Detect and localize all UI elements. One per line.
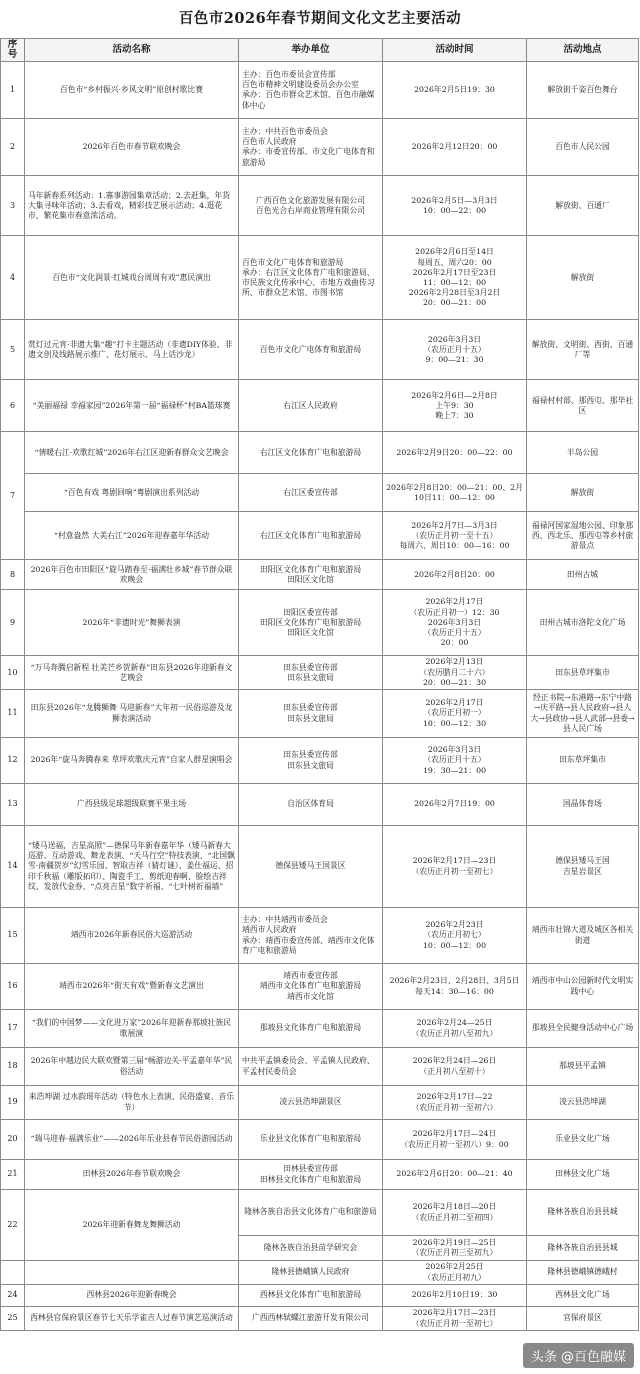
header-activity-name: 活动名称 xyxy=(25,39,239,62)
cell-activity-name: 来浩坤湖 过水韵瑶年活动（特色水上表演、民俗盛宴、音乐节） xyxy=(25,1086,239,1120)
table-row xyxy=(1,176,639,236)
table-row xyxy=(1,908,639,964)
table-row xyxy=(1,1190,639,1236)
cell-time: 2026年3月3日 （农历正月十五） 19：30—21：00 xyxy=(383,738,527,784)
cell-location: 国晶体育场 xyxy=(527,784,639,826)
cell-organizer: 靖西市委宣传部 靖西市文化体育广电和旅游局 靖西市文化馆 xyxy=(239,964,383,1010)
cell-time: 2026年2月8日20：00 xyxy=(383,560,527,590)
cell-time: 2026年2月7日19：00 xyxy=(383,784,527,826)
cell-activity-name: 靖西市2026年“街天有戏”暨新春文艺演出 xyxy=(25,964,239,1010)
cell-location: 隆林县德峨镇德峨村 xyxy=(527,1261,639,1285)
cell-organizer: 主办：中共靖西市委员会 靖西市人民政府 承办：靖西市委宣传部、靖西市文化体育广电和旅游局 xyxy=(239,908,383,964)
page-title: 百色市2026年春节期间文化文艺主要活动 xyxy=(178,10,462,27)
header-location: 活动地点 xyxy=(527,39,639,62)
table-row xyxy=(1,1285,639,1307)
cell-location: 隆林各族自治县县城 xyxy=(527,1236,639,1261)
table-row xyxy=(1,236,639,320)
cell-activity-name: “百色有戏 粤剧回响”粤剧演出系列活动 xyxy=(25,474,239,512)
table-row xyxy=(1,1048,639,1086)
cell-time: 2026年2月8日20：00—21：00、2月10日11：00—12：00 xyxy=(383,474,527,512)
cell-time: 2026年2月6日至14日 每周五、周六20：00 2026年2月17日至23日 11：00—12：00 2026年2月28日至3月2日 20：00—21：00 xyxy=(383,236,527,320)
cell-organizer: 自治区体育局 xyxy=(239,784,383,826)
cell-index: 8 xyxy=(1,560,25,590)
cell-index: 11 xyxy=(1,690,25,738)
cell-time: 2026年3月3日 （农历正月十五） 9：00—21：30 xyxy=(383,320,527,380)
cell-index: 10 xyxy=(1,656,25,690)
cell-location: 凌云县浩坤湖 xyxy=(527,1086,639,1120)
table-row xyxy=(1,62,639,119)
table-row xyxy=(1,964,639,1010)
cell-index: 2 xyxy=(1,119,25,176)
table-row xyxy=(1,432,639,474)
cell-location: 乐业县文化广场 xyxy=(527,1120,639,1160)
table-row xyxy=(1,1307,639,1331)
cell-activity-name: 2026年“旋马奔腾春来 草坪欢歌庆元宵”自家人群星演唱会 xyxy=(25,738,239,784)
cell-index: 17 xyxy=(1,1010,25,1048)
cell-activity-name: 广西县级足球超级联赛平果主场 xyxy=(25,784,239,826)
cell-index: 20 xyxy=(1,1120,25,1160)
cell-organizer: 右江区人民政府 xyxy=(239,380,383,432)
cell-location: 解放街、文明街、西街、百通厂等 xyxy=(527,320,639,380)
cell-organizer: 田东县委宣传部 田东县文旅局 xyxy=(239,690,383,738)
cell-organizer: 百色市文化广电体育和旅游局 xyxy=(239,320,383,380)
cell-index: 1 xyxy=(1,62,25,119)
cell-organizer: 隆林县德峨镇人民政府 xyxy=(239,1261,383,1285)
table-row xyxy=(1,1010,639,1048)
cell-activity-name: 2026年百色市春节联欢晚会 xyxy=(25,119,239,176)
cell-index: 6 xyxy=(1,380,25,432)
cell-time: 2026年2月17日 （农历正月初一） 10：00—12：30 xyxy=(383,690,527,738)
cell-time: 2026年2月5日—3月3日 10：00—22：00 xyxy=(383,176,527,236)
table-row xyxy=(1,512,639,560)
cell-time: 2026年2月17日—24日 （农历正月初一至初八）9：00 xyxy=(383,1120,527,1160)
cell-index: 25 xyxy=(1,1307,25,1331)
cell-index: 13 xyxy=(1,784,25,826)
cell-activity-name: 2026年迎新春舞龙舞狮活动 xyxy=(25,1190,239,1261)
table-row xyxy=(1,560,639,590)
cell-time: 2026年2月23日、2月28日、3月5日每天14：30—16：00 xyxy=(383,964,527,1010)
cell-organizer: 主办：中共百色市委员会 百色市人民政府 承办：市委宣传部、市文化广电体育和旅游局 xyxy=(239,119,383,176)
cell-activity-name: 田东县2026年“龙腾狮舞 马迎新春”大年初一民俗巡游及龙狮表演活动 xyxy=(25,690,239,738)
cell-activity-name: 靖西市2026年新春民俗大巡游活动 xyxy=(25,908,239,964)
cell-organizer: 右江区文化体育广电和旅游局 xyxy=(239,432,383,474)
cell-organizer: 右江区文化体育广电和旅游局 xyxy=(239,512,383,560)
cell-index: 16 xyxy=(1,964,25,1010)
cell-activity-name: “我们的中国梦——文化进万家”2026年迎新春那坡壮族民歌展演 xyxy=(25,1010,239,1048)
cell-index: 5 xyxy=(1,320,25,380)
table-row xyxy=(1,590,639,656)
cell-location: 福禄河国家湿地公园、印象那西、西北乐、那西屯等乡村旅游景点 xyxy=(527,512,639,560)
cell-time: 2026年2月9日20：00—22：00 xyxy=(383,432,527,474)
cell-organizer: 德保县矮马王国景区 xyxy=(239,826,383,908)
table-row xyxy=(1,738,639,784)
cell-location: 德保县矮马王国 吉星岩景区 xyxy=(527,826,639,908)
cell-time: 2026年2月17日—23日 （农历正月初一至初七） xyxy=(383,1307,527,1331)
cell-index: 15 xyxy=(1,908,25,964)
cell-time: 2026年2月25日 （农历正月初九） xyxy=(383,1261,527,1285)
cell-location: 田东草坪集市 xyxy=(527,738,639,784)
cell-time: 2026年2月7日—3月3日 （农历正月初一至十五） 每周六、周日10：00—16：00 xyxy=(383,512,527,560)
cell-time: 2026年2月10日19：30 xyxy=(383,1285,527,1307)
cell-time: 2026年2月23日 （农历正月初七） 10：00—12：00 xyxy=(383,908,527,964)
cell-activity-name: “美丽福禄 幸福家园”2026年第一届“福禄杯”村BA篮球赛 xyxy=(25,380,239,432)
table-row xyxy=(1,784,639,826)
cell-organizer: 右江区委宣传部 xyxy=(239,474,383,512)
cell-index: 22 xyxy=(1,1190,25,1261)
cell-organizer: 田东县委宣传部 田东县文旅局 xyxy=(239,656,383,690)
cell-location: 田林县文化广场 xyxy=(527,1160,639,1190)
cell-organizer: 隆林各族自治县苗学研究会 xyxy=(239,1236,383,1261)
cell-activity-name: 赏灯过元宵·非遗大集“趣”打卡主题活动（非遗DIY体验、非遗文创及线路展示推广、花灯展示、马上话沙龙） xyxy=(25,320,239,380)
cell-location: 百色市人民公园 xyxy=(527,119,639,176)
cell-organizer: 凌云县浩坤湖景区 xyxy=(239,1086,383,1120)
cell-index: 19 xyxy=(1,1086,25,1120)
cell-organizer: 广西百色文化旅游发展有限公司 百色光合右岸商业管理有限公司 xyxy=(239,176,383,236)
header-organizer: 举办单位 xyxy=(239,39,383,62)
table-header-row xyxy=(1,39,639,62)
cell-activity-name: 百色市“乡村振兴·乡风文明”原创村歌比赛 xyxy=(25,62,239,119)
cell-organizer: 西林县文化体育广电和旅游局 xyxy=(239,1285,383,1307)
cell-index: 18 xyxy=(1,1048,25,1086)
cell-location: 那坡县平孟镇 xyxy=(527,1048,639,1086)
cell-activity-name xyxy=(25,1261,239,1285)
cell-location: 半岛公园 xyxy=(527,432,639,474)
cell-time: 2026年2月17日—23日 （农历正月初一至初七） xyxy=(383,826,527,908)
header-time: 活动时间 xyxy=(383,39,527,62)
cell-activity-name: “情暖右江·欢歌红城”2026年右江区迎新春群众文艺晚会 xyxy=(25,432,239,474)
cell-index: 24 xyxy=(1,1285,25,1307)
cell-location: 福禄村村部、那西屯、那毕社区 xyxy=(527,380,639,432)
cell-index xyxy=(1,1261,25,1285)
watermark: 头条 @百色融媒 xyxy=(523,1343,634,1368)
cell-time: 2026年2月19日—25日 （农历正月初三至初九） xyxy=(383,1236,527,1261)
cell-time: 2026年2月5日19：30 xyxy=(383,62,527,119)
cell-location: 田东县草坪集市 xyxy=(527,656,639,690)
cell-location: 田州古城市洛陀文化广场 xyxy=(527,590,639,656)
table-row xyxy=(1,1160,639,1190)
cell-index: 4 xyxy=(1,236,25,320)
cell-location: 解放街千姿百色舞台 xyxy=(527,62,639,119)
header-index: 序号 xyxy=(1,39,25,62)
cell-organizer: 隆林各族自治县文化体育广电和旅游局 xyxy=(239,1190,383,1236)
cell-location: 靖西市中山公园新时代文明实践中心 xyxy=(527,964,639,1010)
cell-organizer: 田阳区委宣传部 田阳区文化体育广电和旅游局 田阳区文化馆 xyxy=(239,590,383,656)
cell-location: 解放街、百通厂 xyxy=(527,176,639,236)
activity-table xyxy=(0,38,639,1331)
cell-location: 解放街 xyxy=(527,236,639,320)
cell-time: 2026年2月17日 （农历正月初一）12：30 2026年3月3日 （农历正月十五） 20：00 xyxy=(383,590,527,656)
table-row xyxy=(1,690,639,738)
table-row xyxy=(1,1086,639,1120)
cell-index: 14 xyxy=(1,826,25,908)
table-row xyxy=(1,380,639,432)
cell-time: 2026年2月24日—26日 （正月初八至初十） xyxy=(383,1048,527,1086)
cell-index: 7 xyxy=(1,432,25,560)
cell-location: 靖西市壮锦大道及城区各相关街道 xyxy=(527,908,639,964)
cell-activity-name: “万马奔腾启新程 壮美芒乡贺新春”田东县2026年迎新春文艺晚会 xyxy=(25,656,239,690)
cell-activity-name: 马年新春系列活动：1.寡事游园集章活动；2.去赶集，年货大集寻味年活动；3.去看戏，精彩技艺展示活动；4.逛花市，繁花集市春意浓活动。 xyxy=(25,176,239,236)
cell-activity-name: 田林县2026年春节联欢晚会 xyxy=(25,1160,239,1190)
cell-organizer: 广西西林轼螺江旅游开发有限公司 xyxy=(239,1307,383,1331)
cell-location: 那坡县全民健身活动中心广场 xyxy=(527,1010,639,1048)
cell-index: 9 xyxy=(1,590,25,656)
cell-time: 2026年2月6日20：00—21：40 xyxy=(383,1160,527,1190)
cell-time: 2026年2月13日 （农历腊月二十六） 20：00—21：30 xyxy=(383,656,527,690)
cell-activity-name: “村意盎然 大美右江”2026年迎春嘉年华活动 xyxy=(25,512,239,560)
cell-location: 西林县文化广场 xyxy=(527,1285,639,1307)
table-row xyxy=(1,656,639,690)
cell-time: 2026年2月6日—2月8日 上午9：30 晚上7：30 xyxy=(383,380,527,432)
cell-organizer: 田林县委宣传部 田林县文化体育广电和旅游局 xyxy=(239,1160,383,1190)
cell-time: 2026年2月24—25日 （农历正月初八至初九） xyxy=(383,1010,527,1048)
cell-activity-name: 2026年百色市田阳区“旋马踏春至·福满壮乡城”春节群众联欢晚会 xyxy=(25,560,239,590)
cell-activity-name: 西林县官保府景区春节七天乐学雀吉人过春节演艺巡演活动 xyxy=(25,1307,239,1331)
table-row xyxy=(1,826,639,908)
cell-location: 田州古城 xyxy=(527,560,639,590)
cell-organizer: 田东县委宣传部 田东县文旅局 xyxy=(239,738,383,784)
cell-activity-name: 西林县2026年迎新春晚会 xyxy=(25,1285,239,1307)
cell-organizer: 百色市文化广电体育和旅游局 承办：右江区文化体育广电和旅游局、市民族文化传承中心、市地方戏曲传习所、市群众艺术馆、市图书馆 xyxy=(239,236,383,320)
cell-activity-name: 2026年“非遗时光”舞狮表演 xyxy=(25,590,239,656)
cell-activity-name: 百色市“文化润景·红城戏台周周有戏”惠民演出 xyxy=(25,236,239,320)
table-body xyxy=(1,62,639,1331)
table-row xyxy=(1,1120,639,1160)
cell-index: 21 xyxy=(1,1160,25,1190)
cell-organizer: 那坡县文化体育广电和旅游局 xyxy=(239,1010,383,1048)
cell-organizer: 田阳区文化体育广电和旅游局 田阳区文化馆 xyxy=(239,560,383,590)
cell-index: 12 xyxy=(1,738,25,784)
cell-activity-name: “矮马送福，吉星高照”—德保马年新春嘉年华（矮马新春大巡游、互动游戏、舞龙表演、“天马行空”特技表演、“北国飘雪·南疆贺岁”幻雪乐园、智取吉祥（猜灯谜）、姜仕福运、招印千秋福（雕版拓印）、陶瓷手工、剪纸迎春啊、脸绘吉祥纹、发放代金券、“点亮吉星”数字祈福、“七叶树祈福墙” xyxy=(25,826,239,908)
cell-activity-name: “瑞马迎春·福满乐业”——2026年乐业县春节民俗游园活动 xyxy=(25,1120,239,1160)
cell-organizer: 乐业县文化体育广电和旅游局 xyxy=(239,1120,383,1160)
cell-time: 2026年2月17日—22 （农历正月初一至初六） xyxy=(383,1086,527,1120)
cell-time: 2026年2月12日20：00 xyxy=(383,119,527,176)
cell-index: 3 xyxy=(1,176,25,236)
cell-location: 隆林各族自治县县城 xyxy=(527,1190,639,1236)
table-row xyxy=(1,474,639,512)
cell-organizer: 主办：百色市委员会宣传部 百色市精神文明建设委员会办公室 承办：百色市群众艺术馆、百色市融媒体中心 xyxy=(239,62,383,119)
cell-organizer: 中共平孟镇委员会、平孟镇人民政府、平孟村民委员会 xyxy=(239,1048,383,1086)
cell-location: 经正书院→东港路→东宁中路→庆平路→县人民政府→县人大→县政协→县人武部→县委→县人民广场 xyxy=(527,690,639,738)
cell-time: 2026年2月18日—20日 （农历正月初二至初四） xyxy=(383,1190,527,1236)
table-row xyxy=(1,1261,639,1285)
cell-location: 解放街 xyxy=(527,474,639,512)
cell-activity-name: 2026年中越边民大联欢暨第三届“畅游边关·平孟嘉年华”民俗活动 xyxy=(25,1048,239,1086)
table-row xyxy=(1,119,639,176)
cell-location: 官保府景区 xyxy=(527,1307,639,1331)
table-row xyxy=(1,320,639,380)
